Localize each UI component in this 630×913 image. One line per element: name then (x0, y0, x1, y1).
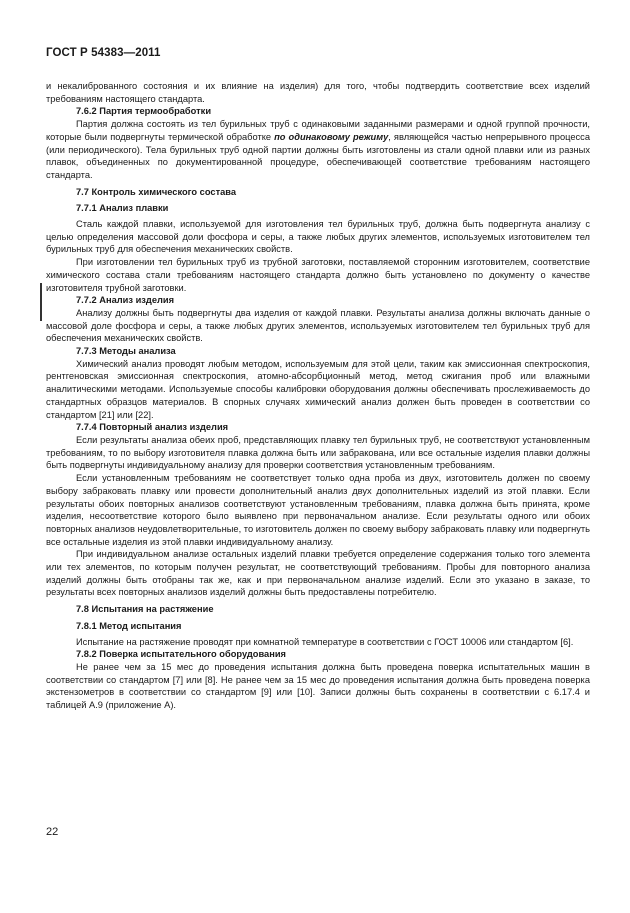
paragraph-7-8-2: Не ранее чем за 15 мес до проведения испытания должна быть проведена поверка испытательных машин в соответствии со стандартом [7] или [8]. Не ранее чем за 15 мес до проведения испытания должна быть проведена поверка экстензометров в соответствии со стандартом [9] или [10]. Записи должны быть сохранены в соответствии с 6.17.4 и таблицей А.9 (приложение А). (46, 661, 590, 711)
document-body (46, 80, 590, 712)
paragraph-7-7-3: Химический анализ проводят любым методом, используемым для этой цели, таким как эмиссионная спектроскопия, рентгеновская эмиссионная спектроскопия, атомно-абсорбционный метод, метод сжигания проб или влажными аналитическими методами. Используемые способы калибровки оборудования должны обеспечивать прослеживаемость до стандартных образцов материалов. В спорных случаях химический анализ должен быть проведен в соответствии со стандартом [21] или [22]. (46, 358, 590, 420)
section-heading-7-7-3: 7.7.3 Методы анализа (76, 346, 176, 357)
page-number: 22 (46, 826, 59, 838)
section-heading-7-7: 7.7 Контроль химического состава (76, 186, 237, 197)
paragraph-7-8-1: Испытание на растяжение проводят при комнатной температуре в соответствии с ГОСТ 10006 или стандартом [6]. (76, 636, 574, 647)
paragraph-7-7-4-c: При индивидуальном анализе остальных изделий плавки требуется определение содержания только того элемента или тех элементов, по которым получен результат, не соответствующий требованиям. Пробы для повторного анализа изделий должны быть отобраны так же, как и при первоначальном анализе изделий. Если это указано в заказе, то результаты всех повторных анализов изделий должны быть предоставлены потребителю. (46, 549, 590, 598)
section-heading-7-6-2: 7.6.2 Партия термообработки (76, 106, 212, 117)
paragraph-7-7-4-b: Если установленным требованиям не соответствует только одна проба из двух, изготовитель должен по своему выбору забраковать плавку или провести дополнительный анализ двух дополнительных изделий из этой плавки. Если результаты обоих повторных анализов соответствуют установленным требованиям, плавка должна быть принята, кроме изделия, несоответствие которого было выявлено при первоначальном анализе. Если результаты одного или обоих повторных анализов неудовлетворительные, то изготовитель должен по своему выбору забраковать плавку или подвергнуть все остальные изделия из этой плавки индивидуальному анализу. (46, 473, 590, 547)
section-heading-7-8: 7.8 Испытания на растяжение (76, 604, 214, 615)
paragraph-7-7-1-a: Сталь каждой плавки, используемой для изготовления тел бурильных труб, должна быть подвергнута анализу с целью определения массовой доли фосфора и серы, а также любых других элементов, используемых изготовителем тел бурильных труб для обеспечения механических свойств. (46, 219, 590, 255)
document-header: ГОСТ Р 54383—2011 (46, 47, 161, 59)
emphasis-text: по одинаковому режиму (274, 131, 389, 142)
paragraph-7-7-1-b: При изготовлении тел бурильных труб из трубной заготовки, поставляемой сторонним изготовителем, соответствие химического состава стали требованиям настоящего стандарта должно быть установлено по документу о качестве изготовителя трубной заготовки. (46, 257, 590, 293)
change-bar (40, 283, 42, 321)
paragraph-text: , являющейся частью непрерывного процесса (или периодического). Тела бурильных труб одной партии должны быть изготовлены из стали одной плавки или из разных плавок, объединенных по документированной процедуре, обеспечивающей соответствие требованиям настоящего стандарта. (46, 131, 590, 180)
section-heading-7-7-4: 7.7.4 Повторный анализ изделия (76, 422, 229, 433)
paragraph-text: Партия должна состоять из тел бурильных труб с одинаковыми заданными размерами и одной группой прочности, которые были подвергнуты термической обработке (46, 119, 590, 142)
section-heading-7-7-2: 7.7.2 Анализ изделия (76, 295, 175, 306)
section-heading-7-7-1: 7.7.1 Анализ плавки (76, 203, 169, 214)
section-heading-7-8-1: 7.8.1 Метод испытания (76, 620, 182, 631)
paragraph-7-7-4-a: Если результаты анализа обеих проб, представляющих плавку тел бурильных труб, не соответствуют установленным требованиям, то по выбору изготовителя плавка должна быть или забракована, или все остальные изделия плавки должны быть подвергнуты индивидуальному анализу для проверки соответствия установленным требованиям. (46, 434, 590, 471)
paragraph: и некалиброванного состояния и их влияние на изделия) для того, чтобы подтвердить соответствие всех изделий требованиям настоящего стандарта. (46, 81, 590, 104)
paragraph-7-6-2 (46, 118, 590, 182)
paragraph-7-7-2: Анализу должны быть подвергнуты два изделия от каждой плавки. Результаты анализа должны включать данные о массовой доле фосфора и серы, а также любых других элементов, используемых изготовителем тел бурильных труб для обеспечения механических свойств. (46, 307, 590, 344)
section-heading-7-8-2: 7.8.2 Поверка испытательного оборудования (76, 649, 286, 660)
